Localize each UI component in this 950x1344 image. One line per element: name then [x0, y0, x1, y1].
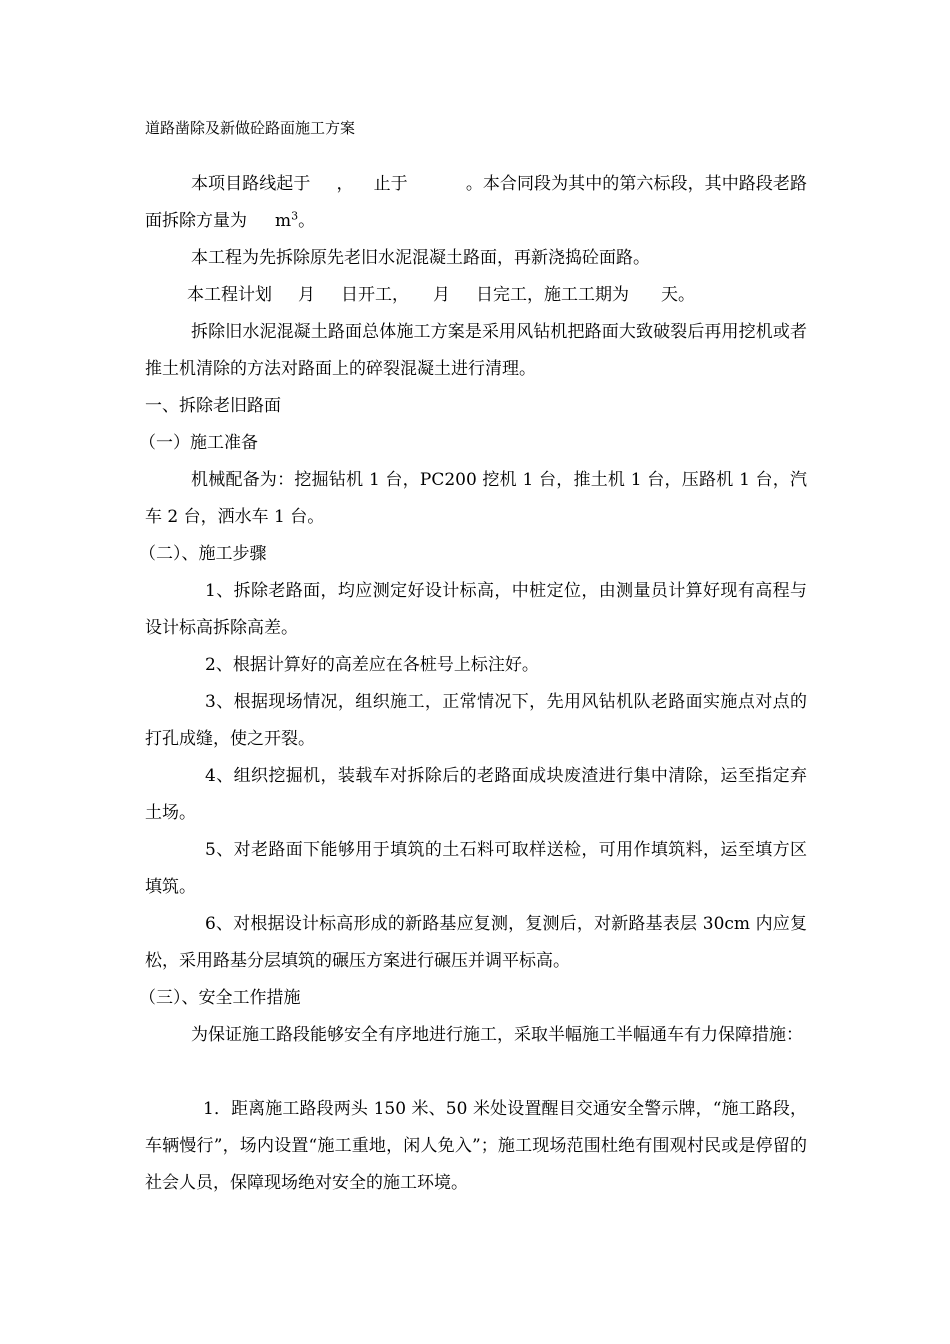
subsection-heading-3: （三）、安全工作措施 [139, 988, 301, 1008]
plan-text-a: 本工程计划 [187, 285, 272, 305]
step-item: 1、拆除老路面，均应测定好设计标高，中桩定位，由测量员计算好现有高程与设计标高拆除高差。 [145, 581, 807, 638]
step-item: 4、组织挖掘机，装载车对拆除后的老路面成块废渣进行集中清除，运至指定弃土场。 [145, 766, 807, 823]
route-end: 。 [298, 211, 316, 231]
paragraph-safety-intro: 为保证施工路段能够安全有序地进行施工，采取半幅施工半幅通车有力保障措施： [191, 1025, 803, 1045]
section-heading-1: 一、拆除老旧路面 [145, 396, 281, 416]
plan-text-d: 月 [433, 285, 450, 305]
paragraph-plan [145, 277, 807, 314]
route-text-2: ， [336, 174, 354, 194]
plan-text-b: 月 [298, 285, 315, 305]
subsection-heading-2: （二）、施工步骤 [139, 544, 267, 564]
route-text-4: 。本合同段为其中的第六标段，其中路段老路面拆除方量为 [145, 174, 807, 231]
route-unit: m [275, 211, 292, 231]
paragraph-intro: 本工程为先拆除原先老旧水泥混凝土路面，再新浇捣砼面路。 [191, 248, 650, 268]
paragraph-machines: 机械配备为：挖掘钻机 1 台，PC200 挖机 1 台，推土机 1 台，压路机 1 台，汽车 2 台，洒水车 1 台。 [145, 470, 807, 527]
paragraph-overall: 拆除旧水泥混凝土路面总体施工方案是采用风钻机把路面大致破裂后再用挖机或者推土机清除的方法对路面上的碎裂混凝土进行清理。 [145, 322, 807, 379]
route-text-1: 本项目路线起于 [191, 174, 311, 194]
step-item: 6、对根据设计标高形成的新路基应复测，复测后，对新路基表层 30cm 内应复松，采用路基分层填筑的碾压方案进行碾压并调平标高。 [145, 914, 807, 971]
plan-text-f: 天。 [661, 285, 695, 305]
step-item: 3、根据现场情况，组织施工，正常情况下，先用风钻机队老路面实施点对点的打孔成缝，使之开裂。 [145, 692, 807, 749]
route-text-3: 止于 [373, 174, 408, 194]
subsection-heading-1: （一）施工准备 [139, 433, 258, 453]
plan-text-e: 日完工，施工工期为 [476, 285, 629, 305]
step-item: 2、根据计算好的高差应在各桩号上标注好。 [205, 655, 539, 675]
step-item: 5、对老路面下能够用于填筑的土石料可取样送检，可用作填筑料，运至填方区填筑。 [145, 840, 807, 897]
route-unit-sup: 3 [291, 209, 299, 223]
document-title: 道路凿除及新做砼路面施工方案 [145, 119, 356, 137]
paragraph-route [145, 166, 807, 240]
plan-text-c: 日开工， [341, 285, 409, 305]
safety-item: 1．距离施工路段两头 150 米、50 米处设置醒目交通安全警示牌，“施工路段，车辆慢行”，场内设置“施工重地，闲人免入”；施工现场范围杜绝有围观村民或是停留的社会人员，保障现场绝对安全的施工环境。 [145, 1099, 807, 1193]
